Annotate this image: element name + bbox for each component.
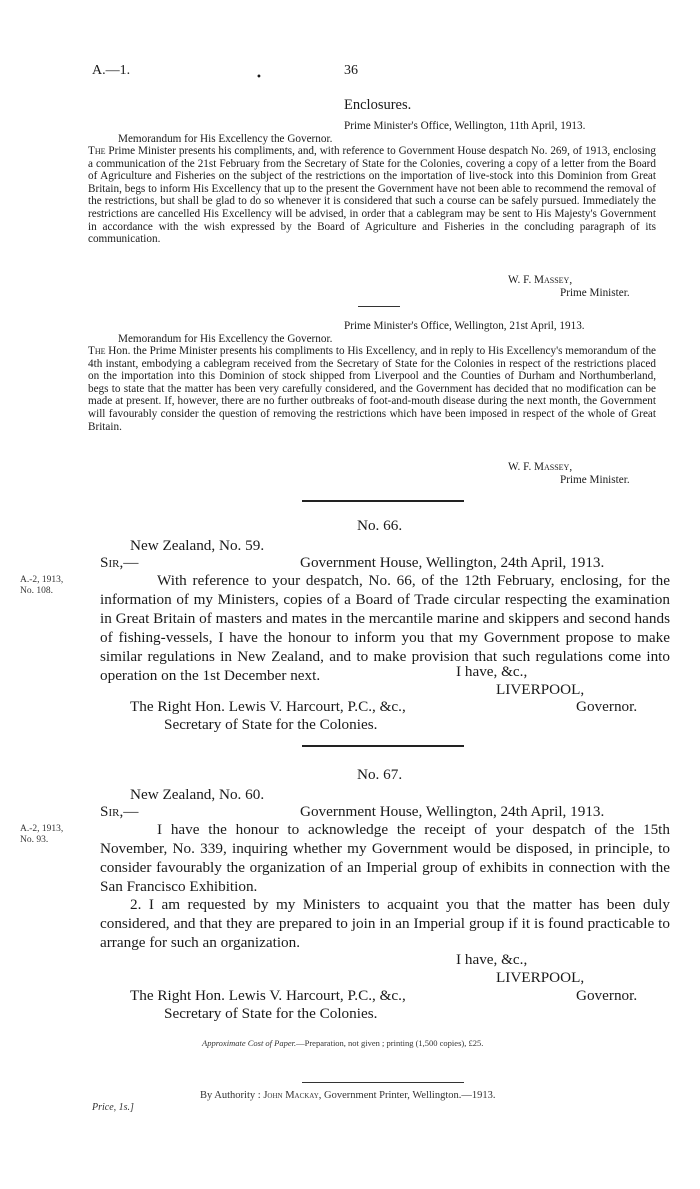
enclosures-heading: Enclosures.: [344, 97, 412, 113]
despatch66-addressee: The Right Hon. Lewis V. Harcourt, P.C., &c.,: [130, 698, 406, 715]
despatch67-signature-title: Governor.: [576, 987, 638, 1004]
footer-divider: [302, 1082, 464, 1083]
memo1-signature-name: W. F. Massey,: [508, 274, 573, 286]
despatch67-signature-name: LIVERPOOL,: [496, 969, 585, 986]
despatch67-margin-reference: [20, 824, 63, 846]
memo2-lead: The: [88, 345, 106, 357]
despatch66-closing: I have, &c.,: [456, 663, 528, 680]
section-divider: [302, 500, 464, 502]
memo2-address: Memorandum for His Excellency the Governor.: [118, 333, 333, 345]
margin-ref-line: No. 93.: [20, 835, 49, 845]
memo1-body: [88, 145, 656, 246]
despatch67-number: No. 67.: [357, 766, 403, 783]
despatch67-addressee-title: Secretary of State for the Colonies.: [164, 1005, 378, 1022]
despatch66-margin-reference: [20, 575, 63, 597]
memo1-origin: Prime Minister's Office, Wellington, 11th April, 1913.: [344, 120, 586, 132]
despatch66-body: With reference to your despatch, No. 66, of the 12th February, enclosing, for the information of my Ministers, copies of a Board of Trade circular respecting the examination in Great Britain of masters and mates in the mercantile marine and skippers and second hands of fishing-vessels, I have the honour to inform you that my Government propose to make similar regulations in New Zealand, and to make provision that such regulations come into operation on the 1st December next.: [100, 572, 670, 684]
price: Price, 1s.]: [92, 1102, 134, 1113]
memo2-body: [88, 345, 656, 433]
authority-suffix: , Government Printer, Wellington.—1913.: [318, 1090, 496, 1101]
despatch67-paragraph-1: I have the honour to acknowledge the receipt of your despatch of the 15th November, No. 339, inquiring whether my Government would be disposed, in principle, to consider favourably the organization of an Imperial group of exhibits in connection with the San Francisco Exhibition.: [100, 821, 670, 895]
despatch66-signature-title: Governor.: [576, 698, 638, 715]
despatch66-salutation: Sir,—: [100, 554, 139, 571]
cost-text: —Preparation, not given ; printing (1,500 copies), £25.: [296, 1038, 484, 1048]
despatch66-signature-name: LIVERPOOL,: [496, 681, 585, 698]
page-ref: A.—1.: [92, 63, 131, 78]
cost-note: [202, 1038, 483, 1048]
despatch67-origin: Government House, Wellington, 24th April, 1913.: [300, 803, 605, 820]
memo2-origin: Prime Minister's Office, Wellington, 21st April, 1913.: [344, 320, 585, 332]
despatch67-paragraph-2: 2. I am requested by my Ministers to acquaint you that the matter has been duly considered, and that they are prepared to join in an Imperial group if it is found practicable to arrange for such an organization.: [100, 896, 670, 951]
memo1-lead: The: [88, 145, 106, 157]
despatch67-salutation: Sir,—: [100, 803, 139, 820]
margin-ref-line: A.-2, 1913,: [20, 824, 64, 834]
printing-authority: [200, 1090, 496, 1101]
despatch66-number: No. 66.: [357, 517, 403, 534]
memo1-text: Prime Minister presents his compliments, and, with reference to Government House despatch No. 269, of 1913, enclosing a communication of the 21st February from the Secretary of State for the Colonies, covering a copy of a letter from the Board of Agriculture and Fisheries on the subject of the restrictions on the importation of live-stock into this Dominion from Great Britain, begs to inform His Excellency that up to the present the Government have not been able to recommend the removal of the restrictions, but shall be glad to do so whenever it is considered that such a course can be safely pursued. Immediately the restrictions are cancelled His Excellency will be advised, in order that a cablegram may be sent to His Majesty's Government in accordance with the wish expressed by the Board of Agriculture and Fisheries in the concluding paragraph of its communication.: [88, 145, 656, 246]
authority-prefix: By Authority :: [200, 1090, 264, 1101]
despatch66-nz-ref: New Zealand, No. 59.: [130, 537, 265, 554]
despatch67-addressee: The Right Hon. Lewis V. Harcourt, P.C., &c.,: [130, 987, 406, 1004]
margin-ref-line: A.-2, 1913,: [20, 575, 64, 585]
section-divider: [302, 745, 464, 747]
margin-ref-line: No. 108.: [20, 586, 53, 596]
memo1-signature-title: Prime Minister.: [560, 287, 630, 299]
memo2-signature-name: W. F. Massey,: [508, 461, 573, 473]
memo1-address: Memorandum for His Excellency the Governor.: [118, 133, 333, 145]
despatch66-addressee-title: Secretary of State for the Colonies.: [164, 716, 378, 733]
printer-mark: •: [256, 72, 262, 83]
page-number: 36: [344, 63, 358, 78]
short-divider: [358, 306, 400, 307]
memo2-text: Hon. the Prime Minister presents his compliments to His Excellency, and in reply to His Excellency's memorandum of the 4th instant, embodying a cablegram received from the Secretary of State for the Colonies in respect of the restrictions placed on the importation into this Dominion of stock shipped from Liverpool and the Counties of Durham and Northumberland, begs to state that the matter has been very carefully considered, and the Government has decided that no modification can be made at present. If, however, there are no further outbreaks of foot-and-mouth disease during the next month, the Government will favourably consider the question of removing the restrictions which have been imposed in respect of the whole of Great Britain.: [88, 345, 656, 433]
despatch67-closing: I have, &c.,: [456, 951, 528, 968]
printer-name: John Mackay: [263, 1090, 319, 1101]
memo2-signature-title: Prime Minister.: [560, 474, 630, 486]
cost-label: Approximate Cost of Paper.: [202, 1038, 297, 1048]
despatch66-origin: Government House, Wellington, 24th April, 1913.: [300, 554, 605, 571]
despatch67-nz-ref: New Zealand, No. 60.: [130, 786, 265, 803]
